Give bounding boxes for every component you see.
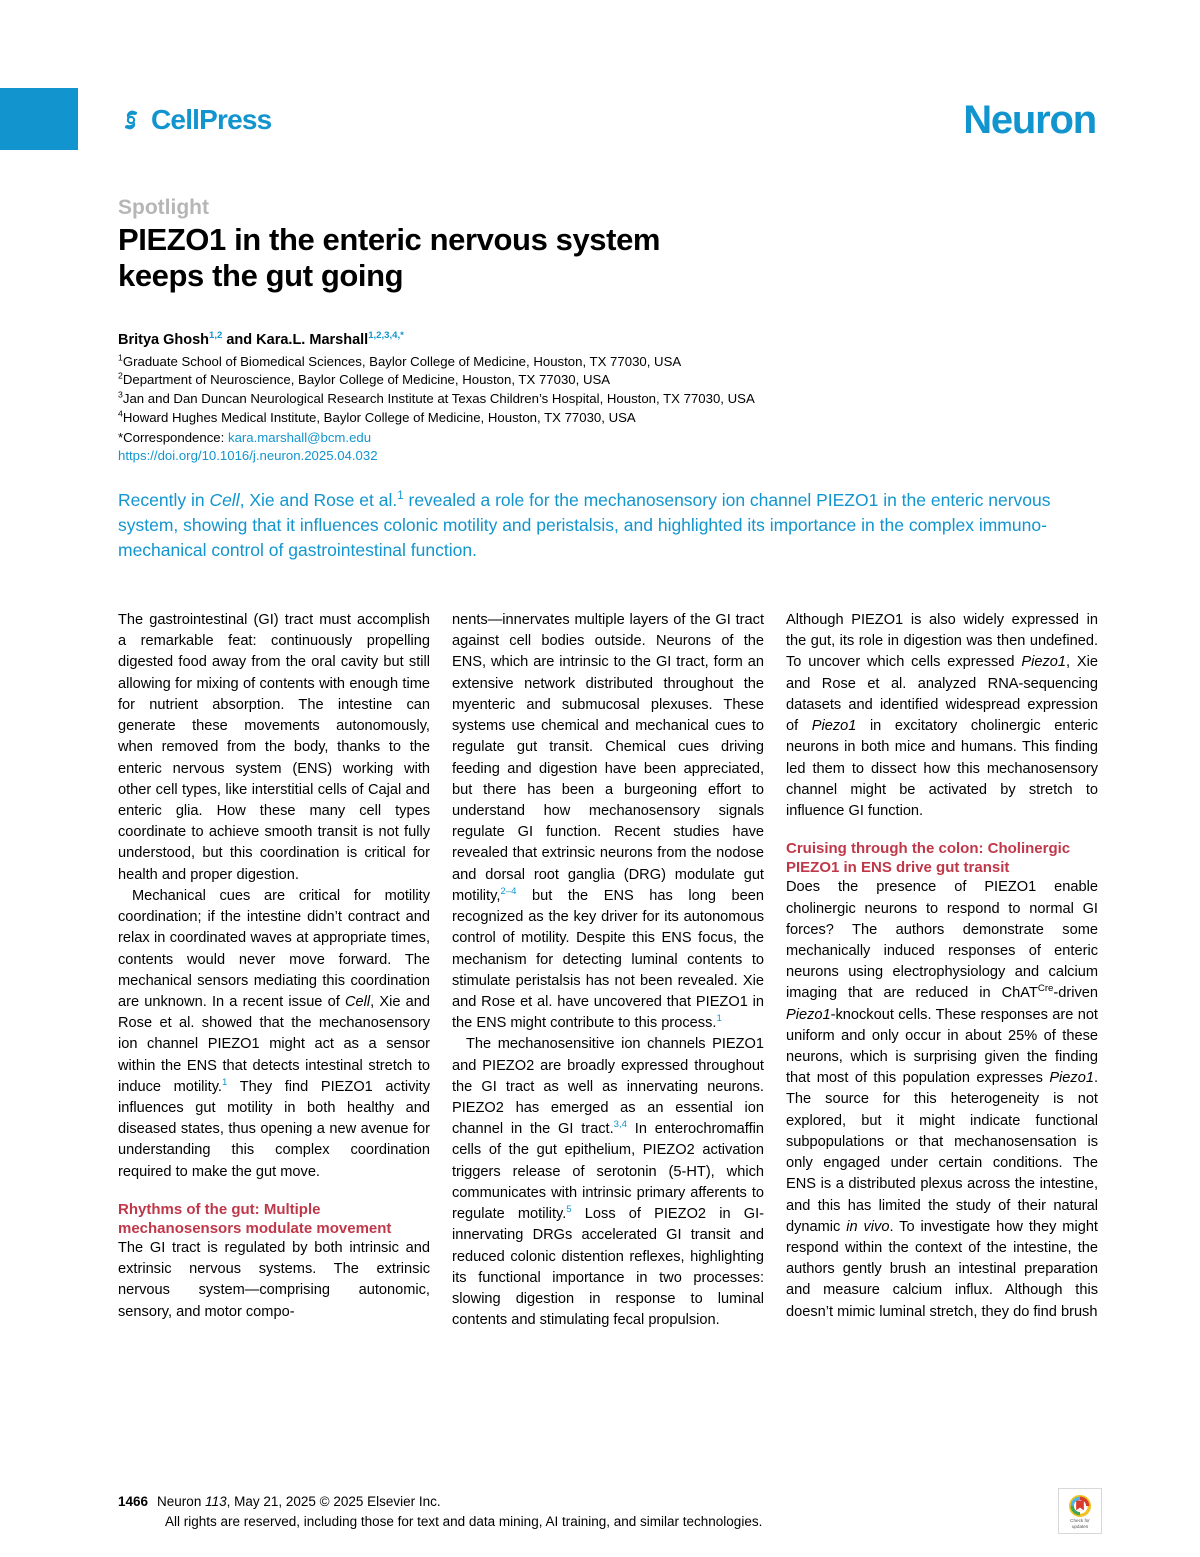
paragraph-text: . The source for this heterogeneity is not explored, but it might indicate functional subpopulations or that mechanosensation is only engaged under certain conditions. The ENS is a distributed plexus across the intestine, and this has limited the study of their natural dynamic xyxy=(786,1070,1098,1235)
cellpress-logo[interactable] xyxy=(118,106,271,134)
affiliation-marker: 3 xyxy=(118,389,123,400)
teaser-journal-name: Cell xyxy=(209,490,240,510)
gene-name-italic: Piezo1 xyxy=(1049,1070,1094,1087)
author-block xyxy=(118,330,1018,466)
teaser-reference-marker[interactable]: 1 xyxy=(397,490,404,503)
reference-marker[interactable]: 1 xyxy=(222,1076,228,1088)
masthead xyxy=(118,90,1096,150)
doi-link[interactable]: https://doi.org/10.1016/j.neuron.2025.04.032 xyxy=(118,448,378,464)
section-heading: Rhythms of the gut: Multiple mechanosensors modulate movement xyxy=(118,1200,392,1237)
page-title xyxy=(118,222,978,295)
in-vivo-italic: in vivo xyxy=(846,1218,890,1235)
paragraph-text: Mechanical cues are critical for motility coordination; if the intestine didn’t contract and relax in coordinated waves at appropriate times, contents would never move forward. The mechanical sensors mediating this coordination are unknown. In a recent issue of xyxy=(118,887,430,1010)
paragraph-text: in excitatory cholinergic enteric neurons in both mice and humans. This finding led them to dissect how this mechanosensory channel might be activated by stretch to influence GI function. xyxy=(786,718,1098,819)
paragraph-text: , Xie and Rose et al. showed that the mechanosensory ion channel PIEZO1 might act as a sensor within the ENS that detects intestinal stretch to induce motility. xyxy=(118,993,430,1095)
body-column-1 xyxy=(118,610,430,1465)
author-1-affiliation-marks: 1,2 xyxy=(209,330,223,342)
paragraph-text: nents—innervates multiple layers of the GI tract against cell bodies outside. Neurons of the ENS, which are intrinsic to the GI tract, form an extensive network distributed throughout the myenteric and submucosal plexuses. These systems use chemical and mechanical cues to regulate gut transit. Chemical cues driving feeding and digestion have been appreciated, but there has been a burgeoning effort to understand how mechanosensory signals regulate GI function. Recent studies have revealed that extrinsic neurons from the nodose and dorsal root ganglia (DRG) modulate gut motility, xyxy=(452,612,764,904)
gene-name-italic: Piezo1 xyxy=(1021,654,1066,671)
reference-marker[interactable]: 2–4 xyxy=(500,885,517,897)
journal-title: Neuron xyxy=(963,98,1096,142)
footer-volume: 113 xyxy=(205,1494,227,1509)
blue-bleed-tab xyxy=(0,88,78,150)
paragraph-text: Although PIEZO1 is also widely expressed in the gut, its role in digestion was then undefined. To uncover which cells expressed xyxy=(786,612,1098,671)
correspondence-label: *Correspondence: xyxy=(118,429,228,445)
gene-name-italic: Piezo1 xyxy=(811,718,857,735)
article-title-line-2: keeps the gut going xyxy=(118,258,404,294)
paragraph-text: The gastrointestinal (GI) tract must accomplish a remarkable feat: continuously propelling digested food away from the oral cavity but still allowing for mixing of contents with enough time for nutrient absorption. The intestine can generate these movements autonomously, when removed from the body, thanks to the enteric nervous system (ENS) working with other cell types, like interstitial cells of Cajal and enteric glia. How these many cell types coordinate to achieve smooth transit is not fully understood, but this coordination is critical for health and proper digestion. xyxy=(118,612,430,883)
affiliation-text: Jan and Dan Duncan Neurological Research Institute at Texas Children’s Hospital, Houston, TX 77030, USA xyxy=(122,391,755,407)
reference-marker[interactable]: 5 xyxy=(566,1204,572,1216)
footer-citation xyxy=(157,1492,441,1512)
paragraph-text: The GI tract is regulated by both intrinsic and extrinsic nervous systems. The extrinsic nervous system—comprising autonomic, sensory, and motor compo- xyxy=(118,1240,430,1320)
author-conjunction: and Kara.L. Marshall xyxy=(222,332,369,348)
paragraph xyxy=(786,610,1098,822)
correspondence-line xyxy=(118,429,1018,448)
doi-line xyxy=(118,447,1018,466)
author-1-name: Britya Ghosh xyxy=(118,332,210,348)
page-number: 1466 xyxy=(118,1494,149,1509)
teaser-part-1: Recently in xyxy=(118,490,210,510)
paragraph-text: -driven xyxy=(1053,985,1098,1002)
footer-issue-copyright: , May 21, 2025 © 2025 Elsevier Inc. xyxy=(226,1494,441,1509)
paragraph-text: -knockout cells. These responses are not uniform and only occur in about 25% of these neurons, which is surprising given the finding that most of this population expresses xyxy=(786,1006,1098,1087)
affiliation-marker: 1 xyxy=(118,352,123,363)
reference-marker[interactable]: 3,4 xyxy=(613,1119,628,1131)
crossmark-label-line-2: updates xyxy=(1071,1523,1089,1529)
footer-rights-line: All rights are reserved, including those for text and data mining, AI training, and similar technologies. xyxy=(165,1513,763,1529)
footer-journal-name: Neuron xyxy=(157,1494,206,1509)
paragraph-text: Loss of PIEZO2 in GI-innervating DRGs accelerated GI transit and reduced colonic distention reflexes, highlighting its functional importance in two processes: slowing digestion in response to luminal contents and stimulating fecal propulsion. xyxy=(452,1206,764,1329)
cellpress-wordmark: CellPress xyxy=(151,104,272,135)
affiliation-text: Department of Neuroscience, Baylor College of Medicine, Houston, TX 77030, USA xyxy=(122,372,611,388)
paragraph-text: but the ENS has long been recognized as the key driver for its autonomous control of motility. Despite this ENS focus, the mechanism for detecting luminal contents to stimulate peristalsis has not been revealed. Xie and Rose et al. have uncovered that PIEZO1 in the ENS might contribute to this process. xyxy=(452,887,764,1032)
paragraph xyxy=(786,877,1098,1323)
crossmark-badge[interactable] xyxy=(1058,1488,1102,1534)
affiliation-text: Howard Hughes Medical Institute, Baylor College of Medicine, Houston, TX 77030, USA xyxy=(122,409,636,425)
paragraph-text: Does the presence of PIEZO1 enable cholinergic neurons to respond to normal GI forces? The authors demonstrate some mechanically induced responses of enteric neurons using electrophysiology and calcium imaging that are reduced in ChAT xyxy=(786,879,1098,1002)
affiliation-item xyxy=(118,409,1018,428)
paragraph-text: . To investigate how they might respond within the context of the intestine, the authors gently brush an intestinal preparation and measure calcium influx. Although this doesn’t mimic luminal stretch, they do find brush xyxy=(786,1218,1098,1320)
article-title-line-1: PIEZO1 in the enteric nervous system xyxy=(118,221,661,257)
body-column-3 xyxy=(786,610,1098,1465)
paragraph-text: , Xie and Rose et al. analyzed RNA-sequencing datasets and identified widespread expression of xyxy=(786,654,1098,735)
affiliation-item xyxy=(118,390,1018,409)
paragraph-text: In enterochromaffin cells of the gut epithelium, PIEZO2 activation triggers release of serotonin (5-HT), which communicates with intrinsic primary afferents to regulate motility. xyxy=(452,1121,764,1223)
paragraph xyxy=(118,1238,430,1323)
author-2-affiliation-marks: 1,2,3,4,* xyxy=(368,330,404,342)
paragraph xyxy=(118,886,430,1183)
paragraph-text: They find PIEZO1 activity influences gut motility in both healthy and diseased states, thus opening a new avenue for understanding this complex coordination required to make the gut move. xyxy=(118,1078,430,1180)
crossmark-label xyxy=(1070,1518,1090,1529)
crossmark-label-line-1: Check for xyxy=(1070,1517,1090,1523)
article-type-kicker: Spotlight xyxy=(118,196,209,219)
cellpress-mark-icon xyxy=(118,107,144,133)
teaser-part-3: revealed a role for the mechanosensory ion channel PIEZO1 in the enteric nervous system, showing that it influences colonic motility and peristalsis, and highlighted its importance in the complex immuno-mechanical control of gastrointestinal function. xyxy=(118,490,1051,561)
paragraph xyxy=(452,610,764,1034)
affiliation-marker: 2 xyxy=(118,370,123,381)
paragraph-text: The mechanosensitive ion channels PIEZO1 and PIEZO2 are broadly expressed throughout the GI tract as well as innervating neurons. PIEZO2 has emerged as an essential ion channel in the GI tract. xyxy=(452,1036,764,1138)
crossmark-icon xyxy=(1069,1495,1091,1517)
footer-citation-line xyxy=(118,1492,1018,1512)
teaser-part-2: , Xie and Rose et al. xyxy=(239,490,398,510)
correspondence-email-link[interactable]: kara.marshall@bcm.edu xyxy=(227,429,372,445)
body-columns xyxy=(118,610,1098,1465)
affiliation-text: Graduate School of Biomedical Sciences, Baylor College of Medicine, Houston, TX 77030, USA xyxy=(122,353,682,369)
teaser-paragraph xyxy=(118,488,1098,564)
affiliation-item xyxy=(118,371,1018,390)
title-block xyxy=(118,196,978,295)
paragraph xyxy=(118,610,430,886)
section-heading: Cruising through the colon: Cholinergic PIEZO1 in ENS drive gut transit xyxy=(786,840,1071,877)
affiliation-item xyxy=(118,353,1018,372)
reference-marker[interactable]: 1 xyxy=(716,1013,722,1025)
gene-name-italic: Piezo1 xyxy=(786,1006,831,1023)
body-column-2 xyxy=(452,610,764,1465)
paragraph xyxy=(452,1034,764,1331)
page-footer xyxy=(118,1492,1018,1532)
journal-name-italic: Cell xyxy=(344,993,371,1010)
cre-superscript: Cre xyxy=(1037,983,1054,995)
affiliation-marker: 4 xyxy=(118,408,123,419)
author-list xyxy=(118,330,1018,351)
